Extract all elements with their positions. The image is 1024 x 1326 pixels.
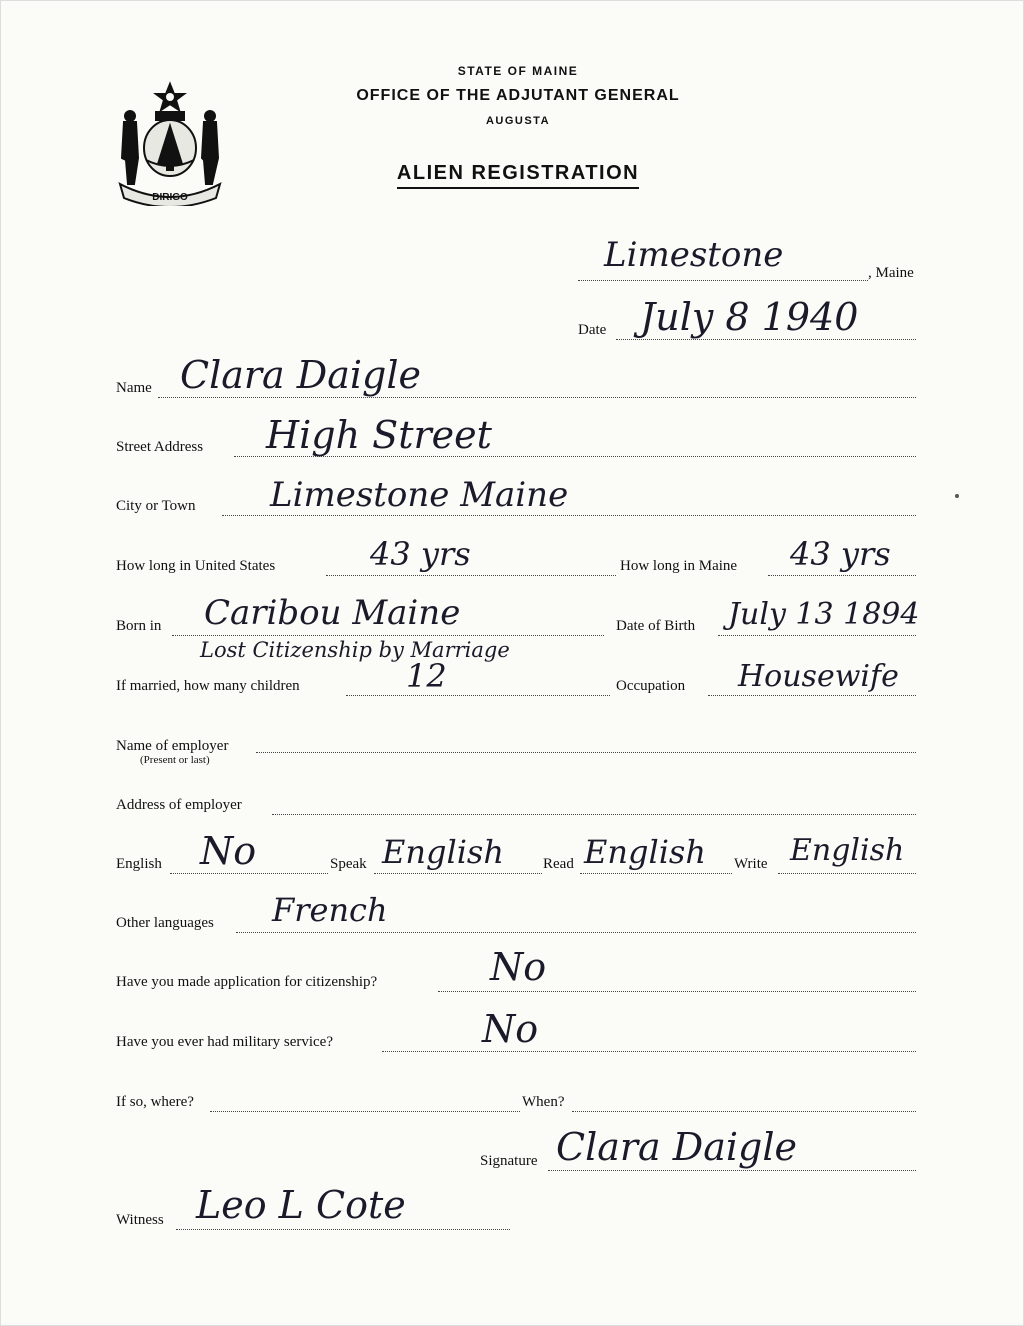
how-long-us-value[interactable]: 43 yrs <box>370 535 471 573</box>
city-label: City or Town <box>116 498 196 514</box>
speak-line <box>374 873 542 874</box>
state-heading: STATE OF MAINE <box>457 64 579 78</box>
if-so-where-line[interactable] <box>210 1111 520 1112</box>
write-label: Write <box>734 856 768 872</box>
how-long-maine-label: How long in Maine <box>620 558 738 574</box>
born-in-label: Born in <box>116 618 162 634</box>
signature-line <box>548 1170 916 1171</box>
english-line <box>170 873 328 874</box>
other-languages-label: Other languages <box>116 915 214 931</box>
date-value[interactable]: July 8 1940 <box>640 295 859 339</box>
english-label: English <box>116 856 162 872</box>
write-line <box>778 873 916 874</box>
children-label: If married, how many children <box>116 678 300 694</box>
street-value[interactable]: High Street <box>266 413 492 457</box>
born-in-value[interactable]: Caribou Maine <box>204 593 461 633</box>
witness-label: Witness <box>116 1212 164 1228</box>
write-value[interactable]: English <box>790 833 905 868</box>
date-line <box>616 339 916 340</box>
place-line <box>578 280 868 281</box>
name-line <box>158 397 916 398</box>
employer-name-sublabel: (Present or last) <box>140 754 210 766</box>
occupation-label: Occupation <box>616 678 686 694</box>
how-long-maine-line <box>768 575 916 576</box>
street-label: Street Address <box>116 439 204 455</box>
witness-line <box>176 1229 510 1230</box>
citizenship-note: Lost Citizenship by Marriage <box>200 638 510 662</box>
signature-label: Signature <box>480 1153 538 1169</box>
occupation-line <box>708 695 916 696</box>
employer-name-line[interactable] <box>256 752 916 753</box>
city-line <box>222 515 916 516</box>
form-title: ALIEN REGISTRATION <box>0 162 1024 185</box>
read-label: Read <box>543 856 574 872</box>
speak-label: Speak <box>330 856 367 872</box>
military-service-value[interactable]: No <box>482 1007 539 1051</box>
english-value[interactable]: No <box>200 829 257 873</box>
other-languages-line <box>236 932 916 933</box>
witness-value[interactable]: Leo L Cote <box>196 1183 406 1227</box>
place-value[interactable]: Limestone <box>604 235 784 275</box>
speak-value[interactable]: English <box>382 833 504 871</box>
if-so-where-label: If so, where? <box>116 1094 194 1110</box>
read-line <box>580 873 732 874</box>
employer-address-label: Address of employer <box>116 797 242 813</box>
citizenship-application-label: Have you made application for citizenship? <box>116 974 378 990</box>
place-label: , Maine <box>868 265 914 281</box>
date-label: Date <box>578 322 607 338</box>
citizenship-application-line <box>438 991 916 992</box>
military-service-label: Have you ever had military service? <box>116 1034 333 1050</box>
children-value[interactable]: 12 <box>406 657 447 695</box>
seal-motto: DIRIGO <box>152 192 188 203</box>
name-label: Name <box>116 380 152 396</box>
signature-value[interactable]: Clara Daigle <box>556 1125 798 1169</box>
city-heading: AUGUSTA <box>485 115 551 127</box>
read-value[interactable]: English <box>584 833 706 871</box>
employer-name-label: Name of employer <box>116 738 229 754</box>
dob-label: Date of Birth <box>616 618 696 634</box>
when-line[interactable] <box>572 1111 916 1112</box>
city-value[interactable]: Limestone Maine <box>270 475 569 515</box>
children-line <box>346 695 610 696</box>
employer-address-line[interactable] <box>272 814 916 815</box>
how-long-us-label: How long in United States <box>116 558 276 574</box>
military-service-line <box>382 1051 916 1052</box>
when-label: When? <box>522 1094 565 1110</box>
stray-mark <box>955 494 959 498</box>
born-in-line <box>172 635 604 636</box>
dob-line <box>718 635 916 636</box>
name-value[interactable]: Clara Daigle <box>180 353 422 397</box>
other-languages-value[interactable]: French <box>272 891 388 929</box>
office-heading: OFFICE OF THE ADJUTANT GENERAL <box>356 87 680 104</box>
dob-value[interactable]: July 13 1894 <box>728 597 920 632</box>
occupation-value[interactable]: Housewife <box>738 659 899 694</box>
how-long-us-line <box>326 575 616 576</box>
citizenship-application-value[interactable]: No <box>490 945 547 989</box>
how-long-maine-value[interactable]: 43 yrs <box>790 535 891 573</box>
